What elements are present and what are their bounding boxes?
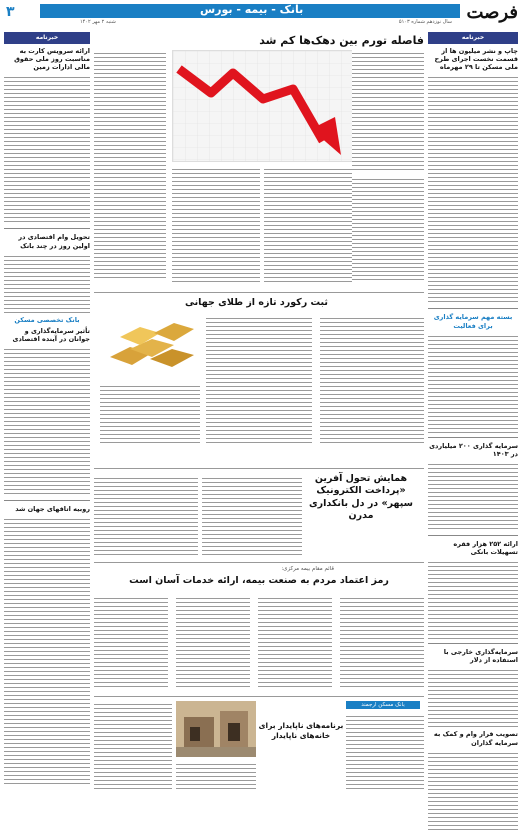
right-body-text-1: [428, 74, 518, 304]
payment-title: همایش تحول آفرین «پرداخت الکترونیک سپهر» در دل بانکداری مدرن: [308, 473, 414, 522]
left-strip-title: خبرنامه: [4, 32, 90, 44]
left-headline-4: روبیه اتاقهای جهان شد: [15, 505, 90, 513]
payment-body-col-2: [202, 475, 302, 555]
left-body-text-2: [4, 253, 90, 313]
inflation-body-col-5: [352, 176, 424, 282]
divider: [4, 500, 90, 501]
inflation-chart-image: [172, 50, 354, 162]
left-headline-3: تأثیر سرمایه‌گذاری و جوانان در آینده اقتصادی: [12, 326, 90, 343]
right-body-text-2: [428, 333, 518, 433]
divider: [428, 308, 518, 309]
divider: [4, 228, 90, 229]
inflation-body-col-1: [352, 50, 424, 170]
right-strip-title: خبرنامه: [428, 32, 518, 44]
insurance-body-col-1: [94, 595, 168, 687]
masthead-logo: فرصت: [466, 2, 518, 23]
divider: [428, 643, 518, 644]
insurance-kicker: قائم مقام بیمه مرکزی:: [281, 566, 334, 572]
housing-body-col-2: [176, 761, 256, 791]
housing-body-col-1: [94, 701, 172, 791]
housing-title: برنامه‌های ناپایدار برای خانه‌های ناپایدار: [258, 721, 344, 740]
left-body-text-4: [4, 516, 90, 786]
divider: [428, 437, 518, 438]
issue-date: شنبه ۲ مهر ۱۴۰۲: [80, 19, 116, 25]
insurance-body-col-3: [258, 595, 332, 687]
left-body-text-3: [4, 346, 90, 496]
right-body-text-5: [428, 667, 518, 727]
old-house-photo: [176, 701, 256, 757]
right-headline-3: ارائه ۲۵۲ هزار فقره تسهیلات بانکی: [453, 539, 518, 556]
right-body-text-6: [428, 750, 518, 830]
section-title: بانک - بیمه - بورس: [200, 3, 304, 16]
gold-title: ثبت رکورد تازه از طلای جهانی: [184, 297, 328, 308]
left-news-column: [4, 32, 90, 794]
insurance-title: رمز اعتماد مردم به صنعت بیمه، ارائه خدمات آسان است: [129, 575, 389, 586]
payment-article: [94, 468, 424, 559]
gold-body-col-2: [320, 315, 424, 445]
trend-down-arrow-icon: [173, 51, 353, 161]
payment-body-col-1: [94, 475, 198, 555]
right-headline-2: سرمایه گذاری ۲۰۰ میلیاردی در ۱۴۰۳: [429, 441, 518, 458]
inflation-body-col-4: [264, 166, 352, 282]
divider: [428, 535, 518, 536]
housing-kicker: بانک مسکن ارجمند: [346, 701, 420, 709]
left-headline-2: تحویل وام اقتصادی در اولین روز در چند بانک: [18, 233, 90, 250]
main-content: [94, 32, 424, 794]
gold-body-col-1: [206, 315, 312, 445]
page-header: [0, 0, 522, 30]
right-news-column: [428, 32, 518, 794]
gold-article: [94, 292, 424, 465]
gold-body-col-3: [100, 383, 200, 443]
housing-body-col-3: [346, 713, 424, 791]
gold-bars-image: [100, 317, 200, 373]
left-subhead-1: بانک تخصصی مسکن: [14, 315, 80, 324]
right-subhead-1: بسته مهم سرمایه گذاری برای فعالیت: [433, 313, 513, 330]
insurance-article: [94, 562, 424, 693]
right-headline-4: سرمایه‌گذاری خارجی با استفاده از دلار: [443, 648, 518, 665]
right-headline-1: چاپ و نشر میلیون ها از قسمت نخست اجرای طرح ملی مسکن تا ۲۹ مهرماه: [434, 47, 518, 72]
page-number: ۳: [6, 4, 15, 20]
house-icon: [176, 701, 256, 757]
right-headline-5: تصویب قرار وام و کمک به سرمایه گذاران: [433, 730, 518, 747]
insurance-body-col-2: [176, 595, 250, 687]
right-body-text-3: [428, 461, 518, 531]
left-body-text-1: [4, 74, 90, 224]
left-headline-1: ارائه سرویس کارت به مناسبت روز ملی حقوق مالی ادارات زمین: [14, 47, 90, 72]
inflation-title: فاصله تورم بین دهک‌ها کم شد: [259, 34, 424, 47]
inflation-body-col-2: [94, 50, 166, 280]
insurance-body-col-4: [340, 595, 424, 687]
issue-number: سال نوزدهم شماره ۵۱۰۳: [398, 19, 452, 25]
inflation-body-col-3: [172, 166, 260, 282]
housing-article: [94, 696, 424, 795]
gold-bar-icon: [100, 317, 200, 373]
right-body-text-4: [428, 559, 518, 639]
